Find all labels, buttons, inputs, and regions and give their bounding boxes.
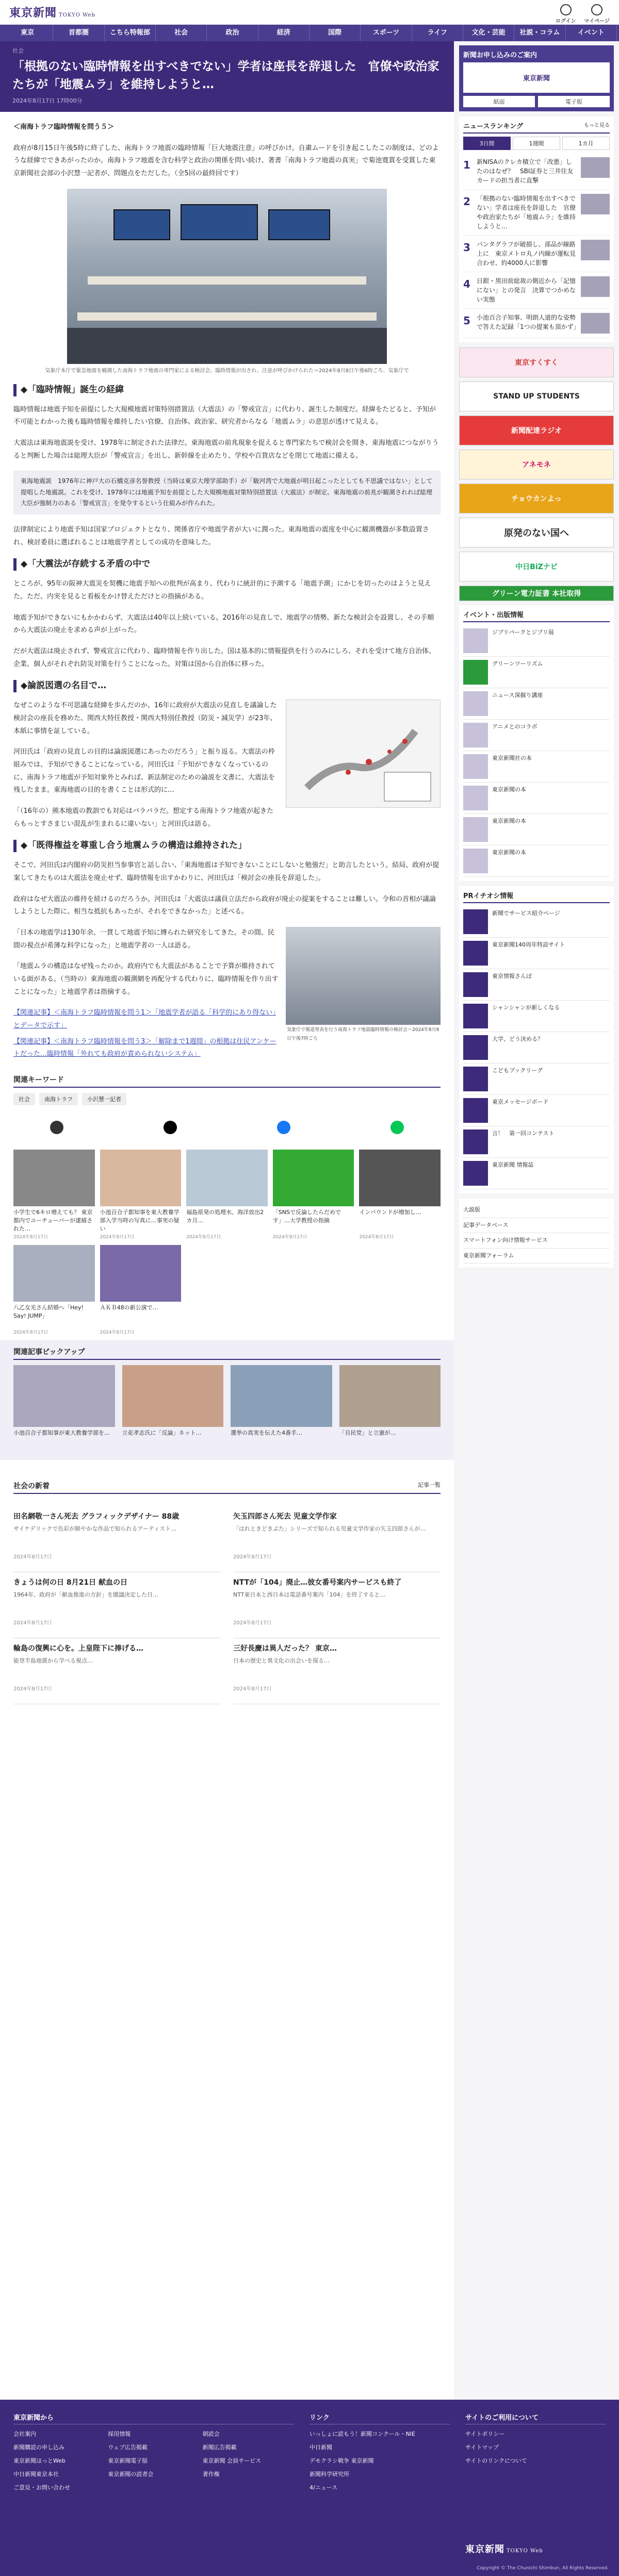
news-item[interactable]: 三好長慶は異人だった？ 東京… 日本の歴史と異文化の出会いを探る… 2024年8月17日	[233, 1638, 441, 1704]
footer-link[interactable]: 新聞広告掲載	[202, 2444, 237, 2451]
related-link[interactable]: 【関連記事】＜南海トラフ臨時情報を問う1＞「地震学者が語る「科学的にあり得ない」とデータで示す」	[13, 1009, 276, 1030]
paragraph: そこで、河田氏は内閣府の防災担当参事官と話し合い、「東海地震は予知できないことにしないと勉強だ」と助言したという。結局、政府が提案してきたものは大震法を廃止せず、臨時情報を出すかわりに、河田氏は「検討会の座長を辞退した」。	[13, 861, 439, 882]
copy-link-icon[interactable]	[50, 1121, 63, 1134]
photo-caption: 気象庁本庁で緊急地震を観測した南海トラフ地震の専門家による検討会。臨時情報が出され、注意が呼びかけられた＝2024年8月8日午後6時ごろ、気象庁で	[45, 368, 409, 374]
footer-link[interactable]: 新聞購読の申し込み	[13, 2444, 64, 2451]
news-list	[0, 1504, 454, 1706]
copyright: Copyright © The Chunichi Shimbun, All Rights Reserved.	[477, 2566, 609, 2571]
event-item[interactable]: グリーンツーリズム	[463, 657, 610, 688]
keyword-tag[interactable]: 社会	[13, 1093, 35, 1105]
breadcrumb[interactable]: 社会	[12, 47, 24, 54]
section-heading: ◆「臨時情報」誕生の経緯	[13, 384, 441, 396]
section-heading: ◆論説図選の名目で…	[13, 680, 441, 692]
ad-banner[interactable]: STAND UP STUDENTS	[459, 381, 614, 411]
share-bar	[0, 1110, 454, 1144]
footer-link[interactable]: いっしょに読もう！新聞コンクール・NIE	[310, 2431, 415, 2437]
footer-link[interactable]: 中日新聞	[310, 2444, 332, 2451]
pr-box: PRイチオシ情報 新聞でサービス紹介ページ 東京新聞140周年特設サイト 東京情報さんぽ シャンシャンが新しくなる 大学、どう決める？ こどもブックリーグ 東京メッセージボード 言！ 第一回コンテスト 東京新聞 情報誌	[459, 886, 614, 1193]
footer-link[interactable]: サイトポリシー	[465, 2431, 505, 2437]
keywords-heading: 関連キーワード	[13, 1076, 64, 1085]
article-date: 2024年8月17日 17時00分	[12, 97, 83, 104]
nav-item[interactable]: こちら特報部	[105, 25, 156, 41]
paragraph: だが大震法は廃止されず、警戒宣言に代わり、臨時情報を作り出した。国は基本的に情報提供を行うのみにしろ、それを受けて地方自治体、企業、個人がそれぞれ防災対策を行うことになった。対策は国から自治体に移った。	[13, 647, 435, 668]
footer-link[interactable]: 新聞科学研究所	[310, 2471, 349, 2478]
ranking-item[interactable]: 5 小池百合子知事、明朗人道的な姿勢で答えた記録「1つの提案も頂かず」	[463, 309, 610, 338]
paragraph: 臨時情報は地震予知を前提にした大規模地震対策特別措置法（大震法）の「警戒宣言」に代わり、誕生した制度だ。経緯をたどると、予知が不可能とわかった後も臨時情報を維持したい官僚、自治体、政治家、研究者からなる「地震ムラ」の意思が透けて見える。	[13, 405, 436, 426]
map-figure[interactable]	[286, 700, 441, 808]
nav-item[interactable]: 政治	[207, 25, 258, 41]
nav-item[interactable]: 文化・芸能	[463, 25, 514, 41]
line-share-icon[interactable]	[390, 1121, 404, 1134]
footer-link[interactable]: 東京新聞の読者会	[108, 2471, 154, 2478]
facebook-share-icon[interactable]	[277, 1121, 290, 1134]
seismic-map	[286, 700, 440, 807]
ad-banner[interactable]: グリーン電力証書 本社取得	[459, 586, 614, 601]
ranking-item[interactable]: 3 パンタグラフが破損し、部品が線路上に 東京メトロ丸ノ内線が運転見合わせ、約4000人に影響	[463, 236, 610, 272]
event-item[interactable]: アニメとのコラボ	[463, 720, 610, 751]
nav-item[interactable]: 東京	[2, 25, 53, 41]
footer-link[interactable]: サイトマップ	[465, 2444, 499, 2451]
paragraph: 「日本の地震学は130年余、一貫して地震予知に縛られた研究をしてきた。その間、民間の視点が希薄な科学になった」と地震学者の一人は語る。	[13, 928, 274, 950]
tab-1month[interactable]: 1カ月	[562, 137, 610, 150]
nav-item[interactable]: イベント	[566, 25, 617, 41]
nav-item[interactable]: 首都圏	[53, 25, 104, 41]
footer-link[interactable]: 東京新聞ほっとWeb	[13, 2457, 66, 2464]
news-item[interactable]: 矢玉四郎さん死去 児童文学作家 「はれときどきぶた」シリーズで知られる児童文学作家の矢玉四郎さんが… 2024年8月17日	[233, 1506, 441, 1572]
news-item[interactable]: きょうは何の日 8月21日 献血の日 1964年、政府が「献血推進の方針」を閣議決定した日… 2024年8月17日	[13, 1572, 221, 1638]
event-item[interactable]: 東京新聞の本	[463, 814, 610, 845]
footer-link[interactable]: 採用情報	[108, 2431, 131, 2437]
footer-link[interactable]: サイトのリンクについて	[465, 2457, 527, 2464]
footer-link[interactable]: 朝読会	[202, 2431, 220, 2437]
pr-item[interactable]: 東京新聞 情報誌	[463, 1158, 610, 1189]
x-share-icon[interactable]	[164, 1121, 177, 1134]
side-link[interactable]: スマートフォン向け情報サービス	[463, 1233, 610, 1249]
ad-banner[interactable]: 新聞配達ラジオ	[459, 416, 614, 445]
nav-item[interactable]: 社説・コラム	[514, 25, 565, 41]
keyword-tag[interactable]: 小沢慧一記者	[82, 1093, 126, 1105]
tab-3days[interactable]: 3日間	[463, 137, 511, 150]
related-link[interactable]: 【関連記事】＜南海トラフ臨時情報を問う3＞「解除まで1週間」の根拠は住民アンケートだった…臨時情報「外れても政府が責められないシステム」	[13, 1037, 276, 1058]
footer-link[interactable]: 著作権	[202, 2471, 220, 2478]
event-item[interactable]: 東京新聞の本	[463, 783, 610, 814]
side-link[interactable]: 東京新聞フォーラム	[463, 1249, 610, 1264]
paragraph: ところが、95年の阪神大震災を契機に地震予知への批判が高まり、代わりに統計的に予測する「地震予測」にかじを切ったのはようと見えた。ただ、内実を見ると看板をかけ替えただけとの指摘がある。	[13, 580, 431, 601]
login-button[interactable]: ログイン	[556, 4, 576, 24]
event-item[interactable]: ジブリパークとジブリ展	[463, 625, 610, 657]
news-item[interactable]: NTTが「104」廃止…彼女番号案内サービスも終了 NTT東日本と西日本は電話番号案内「104」を終了すると… 2024年8月17日	[233, 1572, 441, 1638]
article-card[interactable]: ＡＫＢ48の新公演で… 2024年8月17日	[100, 1245, 182, 1335]
nav-item[interactable]: スポーツ	[361, 25, 412, 41]
pickup-card[interactable]: 選挙の真実を伝えた4番手…	[231, 1365, 332, 1454]
side-link[interactable]: 大説版	[463, 1203, 610, 1218]
footer-link[interactable]: 中日新聞東京本社	[13, 2471, 59, 2478]
pr-item[interactable]: 東京情報さんぽ	[463, 969, 610, 1001]
paragraph: 政府が8月15日午後5時に終了した、南海トラフ地震の臨時情報「巨大地震注意」の呼びかけ。自粛ムードを引き起こしたこの制度は、どのような経緯でできあがったのか。南海トラフ地震を含む科学と政治の関係を問い続け、著書「南海トラフ地震の真実」で菊池寛賞を受賞した東京新聞社会部の小沢慧一記者が、問題点をただした。（全5回の最終回です）	[13, 144, 439, 178]
pickup-card[interactable]: 「自民党」と立憲が…	[339, 1365, 441, 1454]
section-heading: ◆「既得権益を尊重し合う地震ムラの構造は維持された」	[13, 840, 441, 852]
footer: 東京新聞から 会社案内 採用情報 朝読会 新聞購読の申し込み ウェブ広告掲載 新聞広告掲載 東京新聞ほっとWeb 東京新聞電子版 東京新聞 会員サービス 中日新聞東京本社 東京新聞の読者会 著作権 ご意見・お問い合わせ リンク いっしょに読もう！新聞コンクール・NIE 中日新聞 デモクラシ戦争 東京新聞 新聞科学研究所 4/ニュース サイトのご利用について サイトポリシー サイトマップ サイトのリンクについて 東京新聞 TOKYO Web Copyright © The Chunichi Shimbun, All Rights Reserved.	[0, 2400, 619, 2576]
ranking-box: ニュースランキング もっと見る 3日間 1週間 1カ月 1 新NISAのクレカ積立で「改悪」したのはなぜ？ SBI証券と三井住友カードの担当者に直撃 2 「根拠のない臨時情報を出すべきでない」学者は座長を辞退した 官僚や政治家たちが「地震ムラ」を維持しようと… 3 パンタグラフが破損し、部品が線路上に 東京メトロ丸ノ内線が運転見合わせ、約4000人に影響 4 日銀・黒田前総裁の側近から「記憶にない」との発言 決算でつかめない実態 5 小池百合子知事、明朗人道的な姿勢で答えた記録「1つの提案も頂かず」	[459, 117, 614, 342]
pr-item[interactable]: 大学、どう決める？	[463, 1032, 610, 1063]
nav-item[interactable]: 社会	[156, 25, 207, 41]
events-box: イベント・出版情報 ジブリパークとジブリ展 グリーンツーリズム ニュース深掘り講座 アニメとのコラボ 東京新聞社の本 東京新聞の本 東京新聞の本 東京新聞の本	[459, 605, 614, 881]
keyword-tag[interactable]: 南海トラフ	[39, 1093, 78, 1105]
pr-item[interactable]: 東京新聞140周年特設サイト	[463, 938, 610, 969]
news-heading: 社会の新着	[13, 1482, 50, 1491]
mypage-button[interactable]: マイページ	[584, 4, 610, 24]
site-logo[interactable]: 東京新聞 TOKYO Web	[9, 6, 95, 20]
paragraph: 大震法は東海地震説を受け、1978年に制定された法律だ。東海地震の前兆現象を捉えると専門家たちで検討会を開き、東海地震につながりうると判断した場合は総理大臣が「警戒宣言」を出し、新幹線を止めたり、学校や百貨店などを閉じて地震に備える。	[13, 439, 439, 460]
ad-banner[interactable]: アネモネ	[459, 450, 614, 479]
tab-1week[interactable]: 1週間	[513, 137, 560, 150]
footer-link[interactable]: 4/ニュース	[310, 2484, 338, 2491]
series-label: ＜南海トラフ臨時情報を問う５＞	[13, 123, 115, 131]
pr-item[interactable]: こどもブックリーグ	[463, 1063, 610, 1095]
ad-banner[interactable]: チョウカンよっ	[459, 484, 614, 513]
ranking-item[interactable]: 1 新NISAのクレカ積立で「改悪」したのはなぜ？ SBI証券と三井住友カードの担当者に直撃	[463, 153, 610, 190]
article-card[interactable]: 小学生で6キロ増えても？ 東京都内でユーチューバーが逮捕された… 2024年8月17日	[13, 1150, 95, 1240]
pickup-section: 関連記事ピックアップ 小池百合子都知事が東大教養学部を… 立花孝志氏に「反論」ネット… 選挙の真実を伝えた4番手… 「自民党」と立憲が…	[0, 1340, 454, 1460]
pickup-card[interactable]: 立花孝志氏に「反論」ネット…	[122, 1365, 224, 1454]
pr-item[interactable]: 東京メッセージボード	[463, 1095, 610, 1126]
event-item[interactable]: 東京新聞の本	[463, 845, 610, 877]
article-photo-2[interactable]	[286, 927, 441, 1045]
page-title: 「根拠のない臨時情報を出すべきでない」学者は座長を辞退した 官僚や政治家たちが「地震ムラ」を維持しようと…	[12, 60, 439, 91]
event-item[interactable]: ニュース深掘り講座	[463, 688, 610, 720]
news-item[interactable]: 田名網敬一さん死去 グラフィックデザイナー 88歳 サイケデリックで色彩が鮮やかな作品で知られるアーティスト… 2024年8月17日	[13, 1506, 221, 1572]
nav-item[interactable]: 経済	[258, 25, 310, 41]
news-item[interactable]: 輪島の復興に心を。上皇陛下に捧げる… 能登半島地震から学べる視点… 2024年8月17日	[13, 1638, 221, 1704]
footer-link[interactable]: ご意見・お問い合わせ	[13, 2484, 70, 2491]
article-header	[0, 41, 454, 112]
subscribe-box[interactable]: 新聞お申し込みのご案内 東京新聞 紙面 電子版	[459, 45, 614, 111]
article-card[interactable]: 「SNSで反論したらだめです」…大学教授の指摘 2024年8月17日	[273, 1150, 354, 1240]
pr-item[interactable]: 言！ 第一回コンテスト	[463, 1126, 610, 1158]
more-link[interactable]: もっと見る	[584, 123, 610, 128]
photo-caption: 気象庁で報道発表を行う南海トラフ地震臨時情報の検討会＝2024年8月8日午後7時ごろ	[286, 1025, 441, 1045]
footer-link[interactable]: 東京新聞 会員サービス	[202, 2457, 262, 2464]
footer-link[interactable]: 会社案内	[13, 2431, 36, 2437]
pickup-card[interactable]: 小池百合子都知事が東大教養学部を…	[13, 1365, 115, 1454]
event-item[interactable]: 東京新聞社の本	[463, 751, 610, 783]
paragraph: 河田氏は「政府の見直しの目的は論説図選にあったのだろう」と振り返る。大震法の枠組みでは、予知ができることになっている。河田氏は「予知ができなくなっているのに、南海トラフ地震が予知対象外とみれば、新法制定のための論説を文書に、大震法を残したまま。東海地震の目的を書くことは形式的に…	[13, 748, 275, 794]
footer-link[interactable]: 東京新聞電子版	[108, 2457, 148, 2464]
sidebar	[454, 41, 619, 2400]
footer-link[interactable]: ウェブ広告掲載	[108, 2444, 148, 2451]
article-card[interactable]: インバウンドが増加し… 2024年8月17日	[359, 1150, 441, 1240]
paragraph: 「（16年の）熊本地震の教訓でも対応はバラバラだ。想定する南海トラフ地震が起きたらもっとすさまじい混乱が生まれるに違いない」と河田氏は語る。	[13, 807, 274, 828]
article-photo[interactable]	[67, 189, 387, 364]
global-nav	[0, 25, 619, 41]
paragraph: 法律制定により地震予知は国家プロジェクトとなり、関係省庁や地震学者が大いに潤った。東海地震の震度を中心に観測機器が多数設置され、検討委員に選ばれることは地震学者としての成功を意味した。	[13, 526, 429, 546]
paragraph: なぜこのような不可思議な経緯を歩んだのか。16年に政府が大震法の見直しを議論した検討会の座長を務めた、関西大特任教授・関西大特別任教授（防災・減災学）が23年、本紙に事情を証している。	[13, 702, 277, 735]
paragraph: 「地震ムラの構造はなぜ残ったのか。政府内でも大震法があることで予算が維持されている面がある。（当時の）東海地震の観測網を再配分する代わりに、臨時情報を作り出すことになった」と地震学者は指摘する。	[13, 962, 279, 996]
footer-link[interactable]: デモクラシ戦争 東京新聞	[310, 2457, 374, 2464]
ad-banner[interactable]: 原発のない国へ	[459, 518, 614, 547]
article-card[interactable]: 八乙女光さん結婚へ「Hey! Say! JUMP」 2024年8月17日	[13, 1245, 95, 1335]
section-heading: ◆「大震法が存続する矛盾の中で	[13, 558, 441, 571]
nav-item[interactable]: ライフ	[412, 25, 463, 41]
footer-logo[interactable]: 東京新聞 TOKYO Web	[465, 2544, 543, 2555]
top-bar	[0, 0, 619, 25]
paragraph: 政府はなぜ大震法の維持を続けるのだろうか。河田氏は「大震法は議員立法だから政府が廃止の提案をすることは難しい。令和の首相が議論しようとした際に、相当な抵抗もあったが、それをできなかった」と述べる。	[13, 895, 436, 916]
side-link[interactable]: 記事データベース	[463, 1218, 610, 1234]
main-column	[0, 41, 454, 2400]
pr-item[interactable]: シャンシャンが新しくなる	[463, 1001, 610, 1032]
article-card[interactable]: 福島原発の処理水、海洋放出2カ月… 2024年8月17日	[186, 1150, 268, 1240]
paragraph: 地震予知ができないにもかかわらず、大震法は40年以上続いている。2016年の見直しで、地震学の情勢、新たな検討会を設置し、その手順から大震法の廃止を求める声が上がった。	[13, 613, 434, 635]
ad-banner[interactable]: 中日BiZナビ	[459, 552, 614, 581]
ranking-item[interactable]: 2 「根拠のない臨時情報を出すべきでない」学者は座長を辞退した 官僚や政治家たちが「地震ムラ」を維持しようと…	[463, 190, 610, 236]
pr-item[interactable]: 新聞でサービス紹介ページ	[463, 906, 610, 938]
ranking-item[interactable]: 4 日銀・黒田前総裁の側近から「記憶にない」との発言 決算でつかめない実態	[463, 272, 610, 309]
more-link[interactable]: 記事一覧	[418, 1482, 441, 1489]
links-box	[459, 1199, 614, 1268]
nav-item[interactable]: 国際	[310, 25, 361, 41]
article-body	[0, 112, 454, 1069]
glossary-note: 東海地震説 1976年に神戸大の石橋克彦名誉教授（当時は東京大理学部助手）が「駿河湾で大地震が明日起こったとしても不思議ではない」として提唱した地震説。これを受け、1978年には地震予知を前提とした大規模地震対策特別措置法（大震法）が制定。東海地震の前兆が観測されれば総理大臣が強制力のある「警戒宣言」を発令するという仕組みが作られた。	[13, 471, 441, 514]
ad-banner[interactable]: 東京すくすく	[459, 347, 614, 377]
article-card[interactable]: 小池百合子都知事を東大教養学部入学当時の写真に…事実の疑い 2024年8月17日	[100, 1150, 182, 1240]
